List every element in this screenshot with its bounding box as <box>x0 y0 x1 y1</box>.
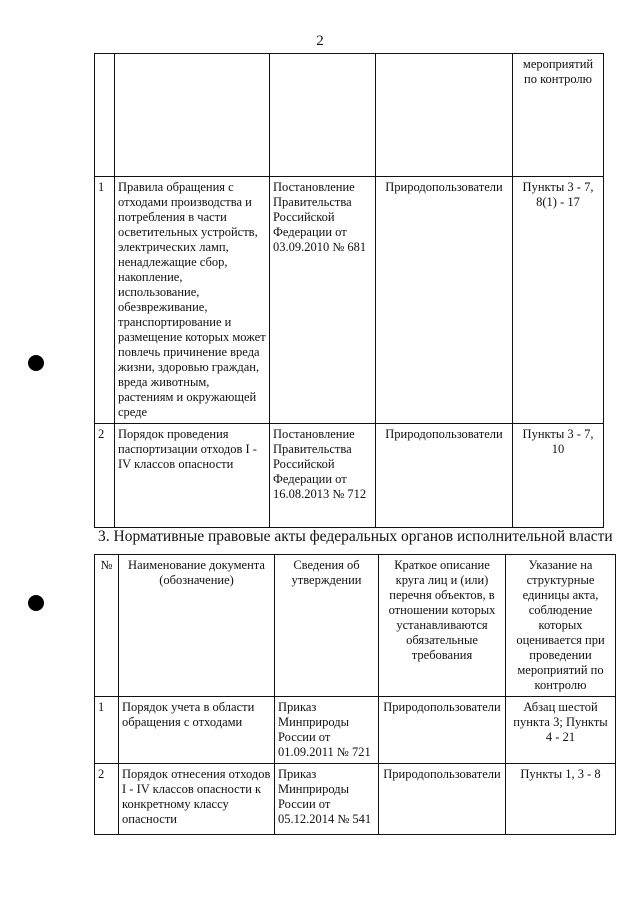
persons-description: Природопользователи <box>379 697 506 764</box>
header-structural-units: Указание на структурные единицы акта, соблюдение которых оценивается при проведении мероприятий по контролю <box>506 555 616 697</box>
page-number: 2 <box>316 33 324 49</box>
table-row <box>95 764 616 835</box>
document-name: Правила обращения с отходами производства и потребления в части осветительных устройств, электрических ламп, ненадлежащие сбор, накопление, использование, обезвреживание, транспортирование и размещение которых может повлечь причинение вреда жизни, здоровью граждан, вреда животным, растениям и окружающей среде <box>115 177 270 424</box>
header-approval: Сведения об утверждении <box>275 555 379 697</box>
table-row <box>95 177 604 424</box>
structural-units: Пункты 3 - 7, 8(1) - 17 <box>513 177 604 424</box>
table-row <box>95 697 616 764</box>
table-row <box>95 54 604 177</box>
document-name: Порядок учета в области обращения с отходами <box>119 697 275 764</box>
punch-hole-mark <box>28 595 44 611</box>
approval-info: Постановление Правительства Российской Федерации от 16.08.2013 № 712 <box>270 424 376 528</box>
approval-info: Приказ Минприроды России от 05.12.2014 № 541 <box>275 764 379 835</box>
table-row <box>95 424 604 528</box>
structural-units: Пункты 1, 3 - 8 <box>506 764 616 835</box>
table-cell <box>95 54 115 177</box>
table-header-row <box>95 555 616 697</box>
header-document-name: Наименование документа (обозначение) <box>119 555 275 697</box>
table-cell <box>115 54 270 177</box>
persons-description: Природопользователи <box>379 764 506 835</box>
row-number: 2 <box>95 424 115 528</box>
table-cell: мероприятий по контролю <box>513 54 604 177</box>
approval-info: Постановление Правительства Российской Федерации от 03.09.2010 № 681 <box>270 177 376 424</box>
persons-description: Природопользователи <box>376 424 513 528</box>
approval-info: Приказ Минприроды России от 01.09.2011 № 721 <box>275 697 379 764</box>
document-name: Порядок проведения паспортизации отходов I - IV классов опасности <box>115 424 270 528</box>
punch-hole-mark <box>28 355 44 371</box>
row-number: 1 <box>95 697 119 764</box>
table-cell <box>376 54 513 177</box>
header-number: № <box>95 555 119 697</box>
header-persons: Краткое описание круга лиц и (или) перечня объектов, в отношении которых устанавливаются обязательные требования <box>379 555 506 697</box>
structural-units: Пункты 3 - 7, 10 <box>513 424 604 528</box>
structural-units: Абзац шестой пункта 3; Пункты 4 - 21 <box>506 697 616 764</box>
acts-table-continued <box>94 53 604 528</box>
acts-table <box>94 554 616 835</box>
section-heading: 3. Нормативные правовые акты федеральных органов исполнительной власти <box>98 528 613 545</box>
row-number: 1 <box>95 177 115 424</box>
persons-description: Природопользователи <box>376 177 513 424</box>
table-cell <box>270 54 376 177</box>
row-number: 2 <box>95 764 119 835</box>
document-name: Порядок отнесения отходов I - IV классов опасности к конкретному классу опасности <box>119 764 275 835</box>
